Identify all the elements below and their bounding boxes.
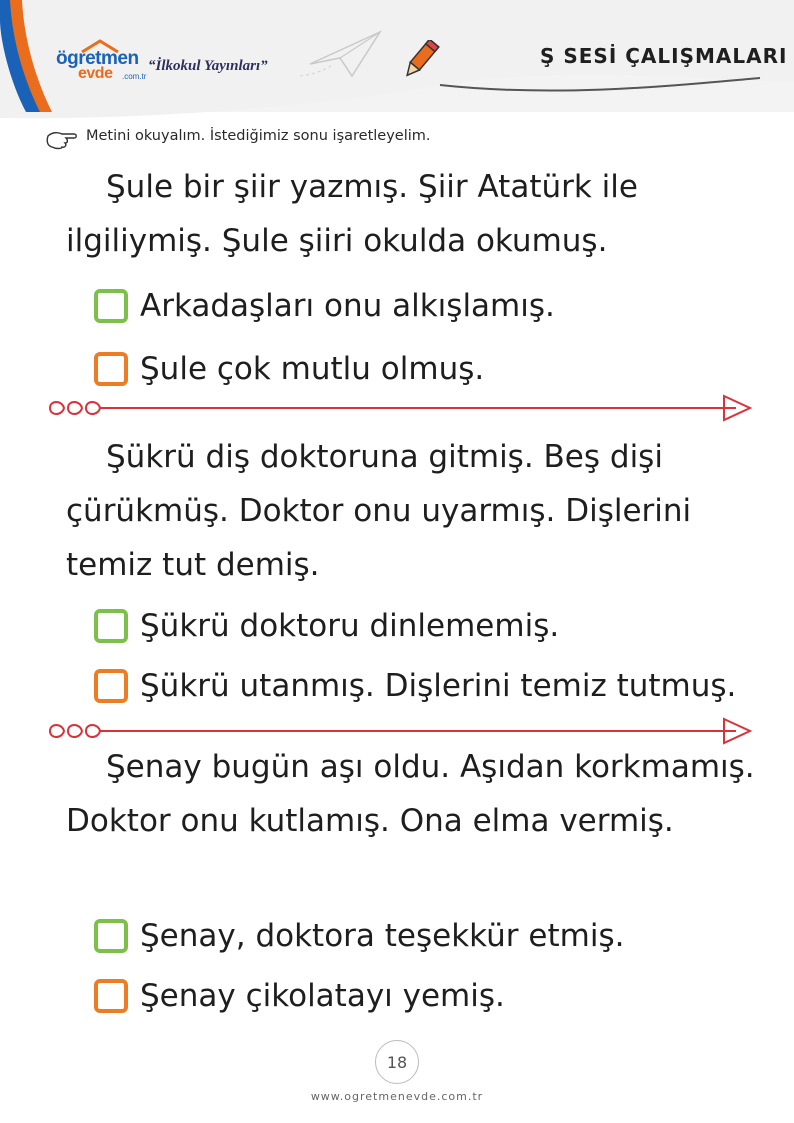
page-title: Ş SESİ ÇALIŞMALARI (540, 44, 788, 68)
paper-plane-icon (300, 24, 390, 84)
logo-text-bottom: evde (78, 65, 113, 82)
checkbox[interactable] (94, 669, 128, 703)
story-2-option-1[interactable] (94, 604, 559, 648)
publisher-tagline: “İlkokul Yayınları” (148, 58, 268, 74)
page-number: 18 (375, 1040, 419, 1084)
option-text: Şükrü utanmış. Dişlerini temiz tutmuş. (140, 668, 737, 704)
story-1-text: Şule bir şiir yazmış. Şiir Atatürk ile ilgiliymiş. Şule şiiri okulda okumuş. (66, 169, 638, 259)
story-1-option-1[interactable] (94, 284, 555, 328)
arrow-divider (46, 394, 754, 422)
story-3-option-1[interactable] (94, 914, 624, 958)
story-1-option-2[interactable] (94, 347, 484, 391)
pointing-hand-icon (44, 128, 78, 150)
story-3-text: Şenay bugün aşı oldu. Aşıdan korkmamış. Doktor onu kutlamış. Ona elma vermiş. (66, 749, 755, 839)
checkbox[interactable] (94, 979, 128, 1013)
option-text: Şenay, doktora teşekkür etmiş. (140, 918, 625, 954)
checkbox[interactable] (94, 919, 128, 953)
story-2-option-2[interactable] (94, 664, 736, 708)
option-text: Şenay çikolatayı yemiş. (140, 978, 505, 1014)
pencil-icon (400, 40, 440, 80)
logo-domain: .com.tr (122, 72, 147, 81)
checkbox[interactable] (94, 352, 128, 386)
checkbox[interactable] (94, 609, 128, 643)
option-text: Şükrü doktoru dinlememiş. (140, 608, 560, 644)
story-3-option-2[interactable] (94, 974, 505, 1018)
story-2-text: Şükrü diş doktoruna gitmiş. Beş dişi çürükmüş. Doktor onu uyarmış. Dişlerini temiz tut demiş. (66, 439, 692, 583)
option-text: Şule çok mutlu olmuş. (140, 351, 485, 387)
checkbox[interactable] (94, 289, 128, 323)
option-text: Arkadaşları onu alkışlamış. (140, 288, 555, 324)
footer-url[interactable]: www.ogretmenevde.com.tr (310, 1090, 484, 1103)
logo-text-top: ögretmen (56, 48, 139, 69)
instruction-text: Metini okuyalım. İstediğimiz sonu işaretleyelim. (86, 128, 431, 144)
